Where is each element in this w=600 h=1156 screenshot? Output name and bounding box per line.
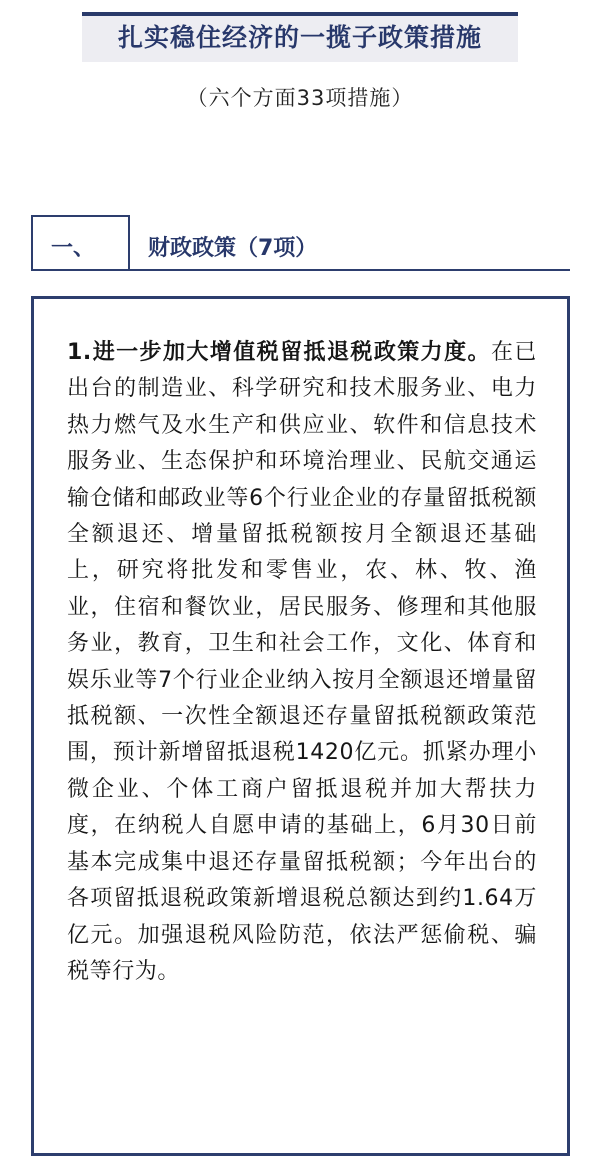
measure-card	[31, 296, 570, 1156]
section-number: 一、	[51, 236, 96, 261]
section-title: 财政政策（7项）	[148, 236, 318, 261]
measure-body: 在已出台的制造业、科学研究和技术服务业、电力热力燃气及水生产和供应业、软件和信息技术服务业、生态保护和环境治理业、民航交通运输仓储和邮政业等6个行业企业的存量留抵税额全额退还、增量留抵税额按月全额退还基础上，研究将批发和零售业，农、林、牧、渔业，住宿和餐饮业，居民服务、修理和其他服务业，教育，卫生和社会工作，文化、体育和娱乐业等7个行业企业纳入按月全额退还增量留抵税额、一次性全额退还存量留抵税额政策范围，预计新增留抵退税1420亿元。抓紧办理小微企业、个体工商户留抵退税并加大帮扶力度，在纳税人自愿申请的基础上，6月30日前基本完成集中退还存量留抵税额；今年出台的各项留抵退税政策新增退税总额达到约1.64万亿元。加强退税风险防范，依法严惩偷税、骗税等行为。	[67, 340, 537, 984]
page-subtitle: （六个方面33项措施）	[186, 86, 414, 110]
measure-heading: 1.进一步加大增值税留抵退税政策力度。	[67, 340, 491, 365]
title-banner	[82, 12, 518, 62]
section-divider	[31, 269, 570, 271]
page-title: 扎实稳住经济的一揽子政策措施	[117, 23, 482, 52]
section-number-box	[31, 215, 130, 271]
section-header	[31, 215, 570, 272]
measure-paragraph	[67, 335, 537, 990]
